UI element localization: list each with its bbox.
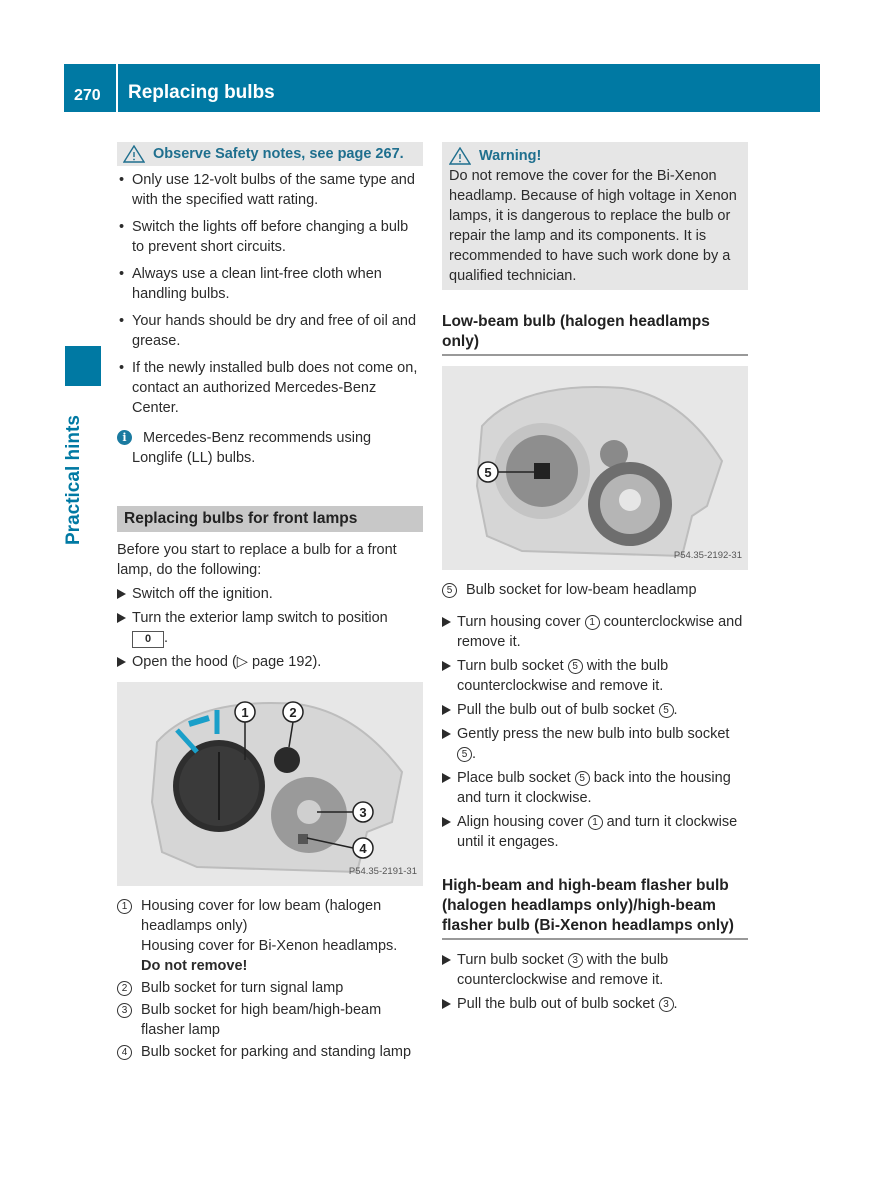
step-text: with the bulb counterclockwise and remove it. (457, 658, 669, 694)
warning-title: Warning! (479, 148, 542, 164)
step-text: Gently press the new bulb into bulb socket (457, 726, 730, 742)
callout-ref: 5 (575, 771, 590, 786)
step-arrow-icon (117, 657, 126, 667)
callout-number: 5 (442, 583, 457, 598)
step-text-end: . (164, 630, 169, 646)
chapter-tab-marker (65, 346, 101, 386)
step-arrow-icon (442, 955, 451, 965)
step-text: Pull the bulb out of bulb socket (457, 702, 659, 718)
section-intro: Before you start to replace a bulb for a front lamp, do the following: (117, 542, 397, 578)
legend-warning: Do not remove! (141, 958, 248, 974)
header-divider (116, 64, 118, 112)
step-text: Place bulb socket (457, 770, 575, 786)
callout-ref: 5 (568, 659, 583, 674)
callout-ref: 1 (585, 615, 600, 630)
chapter-label: Practical hints (63, 415, 84, 545)
headlamp-illustration (442, 366, 748, 570)
step-arrow-icon (442, 999, 451, 1009)
lowbeam-steps (442, 612, 748, 852)
step-text: and turn it clockwise until it engages. (457, 814, 738, 850)
step-text: with the bulb counterclockwise and remove it. (457, 952, 669, 988)
highbeam-steps (442, 950, 748, 1014)
bullet-item: • Your hands should be dry and free of oil and grease. (117, 311, 423, 351)
page-number: 270 (74, 87, 101, 104)
left-column (117, 142, 423, 1064)
bullet-item: • If the newly installed bulb does not come on, contact an authorized Mercedes-Benz Center. (117, 358, 423, 418)
step-text: Pull the bulb out of bulb socket (457, 996, 659, 1012)
legend-text: Bulb socket for high beam/high-beam flasher lamp (141, 1002, 382, 1038)
legend-item (117, 1042, 423, 1062)
safety-notice-text: Observe Safety notes, see page 267. (153, 146, 404, 162)
step-item (442, 950, 748, 990)
step-arrow-icon (442, 817, 451, 827)
step-arrow-icon (442, 661, 451, 671)
step-item (117, 652, 423, 672)
info-text: Mercedes-Benz recommends using Longlife (LL) bulbs. (132, 430, 372, 466)
step-text: Turn bulb socket (457, 952, 568, 968)
callout-ref: 1 (588, 815, 603, 830)
figure-code: P54.35-2192-31 (673, 550, 742, 561)
step-item (117, 608, 423, 648)
warning-text: Do not remove the cover for the Bi-Xenon headlamp. Because of high voltage in Xenon lamps, it is dangerous to replace the bulb or repair the lamp and its components. It is recommended to have such work done by a qualified technician. (449, 168, 737, 284)
step-arrow-icon (117, 589, 126, 599)
step-arrow-icon (442, 705, 451, 715)
svg-text:5: 5 (484, 465, 492, 480)
step-item (442, 656, 748, 696)
safety-notice (117, 142, 423, 166)
step-item (442, 994, 748, 1014)
legend-text: Housing cover for low beam (halogen headlamps only) (141, 898, 382, 934)
step-text: Switch off the ignition. (132, 586, 273, 602)
headlamp-figure-front (117, 682, 423, 886)
page-title: Replacing bulbs (128, 82, 275, 103)
info-note (117, 428, 423, 468)
step-item (442, 700, 748, 720)
svg-text:3: 3 (359, 805, 367, 820)
figure-legend (442, 580, 748, 600)
callout-ref: 3 (568, 953, 583, 968)
svg-text:2: 2 (289, 705, 297, 720)
legend-text: Bulb socket for parking and standing lamp (141, 1044, 412, 1060)
legend-item (117, 978, 423, 998)
bullet-item: • Only use 12-volt bulbs of the same type and with the specified watt rating. (117, 170, 423, 210)
warning-box (442, 142, 748, 290)
right-column (442, 142, 748, 1018)
legend-item (117, 1000, 423, 1040)
callout-ref: 5 (659, 703, 674, 718)
step-item (442, 812, 748, 852)
step-text: Align housing cover (457, 814, 588, 830)
callout-number: 1 (117, 899, 132, 914)
step-text: Turn housing cover (457, 614, 585, 630)
step-arrow-icon (442, 773, 451, 783)
legend-item (117, 896, 423, 976)
step-arrow-icon (442, 617, 451, 627)
step-text: . (472, 746, 477, 762)
legend-item (442, 580, 748, 600)
bullet-item: • Always use a clean lint-free cloth when handling bulbs. (117, 264, 423, 304)
step-text: . (673, 996, 678, 1012)
step-arrow-icon (117, 613, 126, 623)
lowbeam-heading: Low-beam bulb (halogen headlamps only) (442, 312, 748, 356)
step-item (117, 584, 423, 604)
svg-text:1: 1 (241, 705, 249, 720)
headlamp-figure-lowbeam (442, 366, 748, 570)
svg-text:4: 4 (359, 841, 367, 856)
callout-number: 3 (117, 1003, 132, 1018)
highbeam-heading: High-beam and high-beam flasher bulb (halogen headlamps only)/high-beam flasher bulb (Bi-Xenon headlamps only) (442, 876, 748, 940)
callout-ref: 5 (457, 747, 472, 762)
bullet-item: • Switch the lights off before changing a bulb to prevent short circuits. (117, 217, 423, 257)
legend-text: Bulb socket for turn signal lamp (141, 980, 344, 996)
step-item (442, 724, 748, 764)
warning-triangle-icon (449, 147, 471, 165)
step-item (442, 768, 748, 808)
info-icon: i (117, 430, 132, 445)
figure-legend (117, 896, 423, 1062)
callout-number: 2 (117, 981, 132, 996)
legend-text: Housing cover for Bi-Xenon headlamps. (141, 938, 398, 954)
step-text: Turn the exterior lamp switch to position (132, 610, 388, 626)
step-text: . (673, 702, 678, 718)
step-text: counterclockwise and remove it. (457, 614, 743, 650)
section-heading: Replacing bulbs for front lamps (117, 506, 423, 532)
switch-position-key: 0 (132, 631, 164, 648)
legend-text: Bulb socket for low-beam headlamp (466, 582, 697, 598)
callout-ref: 3 (659, 997, 674, 1012)
figure-code: P54.35-2191-31 (348, 866, 417, 877)
step-text: Turn bulb socket (457, 658, 568, 674)
page-header (64, 64, 820, 112)
step-item (442, 612, 748, 652)
step-text: back into the housing and turn it clockwise. (457, 770, 731, 806)
callout-number: 4 (117, 1045, 132, 1060)
step-arrow-icon (442, 729, 451, 739)
headlamp-illustration (117, 682, 423, 886)
step-text: Open the hood (▷ page 192). (132, 654, 322, 670)
warning-triangle-icon (123, 145, 145, 163)
